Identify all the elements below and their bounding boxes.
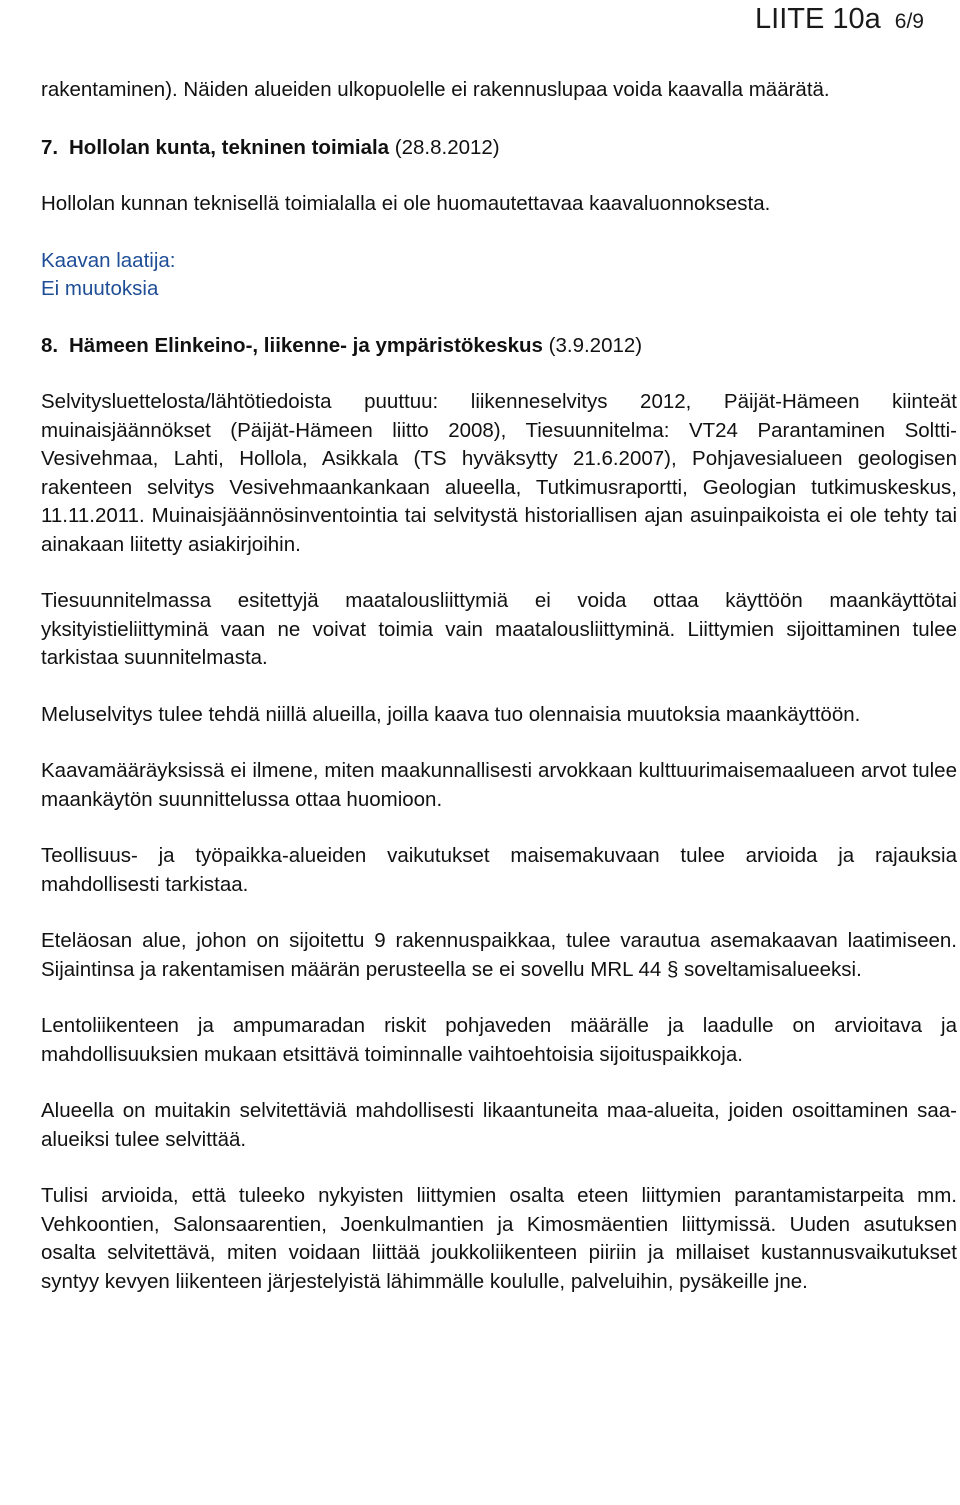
section-7-heading: [41, 134, 957, 163]
section-8-date: (3.9.2012): [542, 333, 643, 357]
section-8-paragraph-7: Lentoliikenteen ja ampumaradan riskit pohjaveden määrälle ja laadulle on arvioitava ja mahdollisuuksien mukaan etsittävä toiminnalle vaihtoehtoisia sijoituspaikkoja.: [41, 1014, 957, 1066]
section-8-paragraph-5: Teollisuus- ja työpaikka-alueiden vaikutukset maisemakuvaan tulee arvioida ja rajauksia mahdollisesti tarkistaa.: [41, 844, 957, 896]
page-number: 6/9: [894, 10, 924, 33]
section-8-paragraph-6: Eteläosan alue, johon on sijoitettu 9 rakennuspaikkaa, tulee varautua asemakaavan laatimiseen. Sijaintinsa ja rakentamisen määrän perusteella se ei sovellu MRL 44 § soveltamisalueeksi.: [41, 929, 957, 981]
intro-paragraph: rakentaminen). Näiden alueiden ulkopuolelle ei rakennuslupaa voida kaavalla määrätä.: [41, 78, 830, 101]
section-8-heading: [41, 332, 957, 361]
section-8-paragraph-2: Tiesuunnitelmassa esitettyjä maatalousliittymiä ei voida ottaa käyttöön maankäyttötai yksityistieliittyminä vaan ne voivat toimia vain maatalousliittyminä. Liittymien sijoittaminen tulee tarkistaa suunnitelmasta.: [41, 589, 957, 669]
document-body: [41, 76, 957, 1296]
section-7-title: Hollolan kunta, tekninen toimiala: [69, 135, 390, 159]
section-7-body: Hollolan kunnan teknisellä toimialalla ei ole huomautettavaa kaavaluonnoksesta.: [41, 192, 771, 215]
reply-text: Ei muutoksia: [41, 277, 159, 300]
section-8-paragraph-3: Meluselvitys tulee tehdä niillä alueilla, joilla kaava tuo olennaisia muutoksia maankäyttöön.: [41, 702, 861, 726]
section-8-title: Hämeen Elinkeino-, liikenne- ja ympäristökeskus: [69, 333, 543, 357]
section-7-number: 7.: [41, 135, 59, 159]
reply-label: Kaavan laatija:: [41, 248, 176, 272]
appendix-title: LIITE 10a: [755, 3, 881, 35]
page-header: [755, 0, 924, 38]
section-8-paragraph-1: Selvitysluettelosta/lähtötiedoista puuttuu: liikenneselvitys 2012, Päijät-Hämeen kiinteät muinaisjäännökset (Päijät-Hämeen liitto 2008), Tiesuunnitelma: VT24 Parantaminen Soltti-Vesivehmaa, Lahti, Hollola, Asikkala (TS hyväksytty 21.6.2007), Pohjavesialueen geologisen rakenteen selvitys Vesivehmaankankaan alueella, Tutkimusraportti, Geologian tutkimuskeskus, 11.11.2011. Muinaisjäännösinventointia tai selvitystä historiallisen ajan asuinpaikoista ei ole tehty tai ainakaan liitetty asiakirjoihin.: [41, 390, 957, 556]
section-8-paragraph-4: Kaavamääräyksissä ei ilmene, miten maakunnallisesti arvokkaan kulttuurimaisemaalueen arvot tulee maankäytön suunnittelussa ottaa huomioon.: [41, 759, 957, 811]
section-8-paragraph-8: Alueella on muitakin selvitettäviä mahdollisesti likaantuneita maa-alueita, joiden osoittaminen saa-alueiksi tulee selvittää.: [41, 1099, 957, 1151]
section-8-number: 8.: [41, 333, 59, 357]
section-7-date: (28.8.2012): [389, 135, 500, 159]
section-8-paragraph-9: Tulisi arvioida, että tuleeko nykyisten liittymien osalta eteen liittymien parantamistarpeita mm. Vehkoontien, Salonsaarentien, Joenkulmantien ja Kimosmäentien liittymissä. Uuden asutuksen osalta selvitettävä, miten voidaan liittää joukkoliikenteen piiriin ja millaiset kustannusvaikutukset syntyy kevyen liikenteen järjestelyistä lähimmälle koululle, palveluihin, pysäkeille jne.: [41, 1184, 957, 1293]
